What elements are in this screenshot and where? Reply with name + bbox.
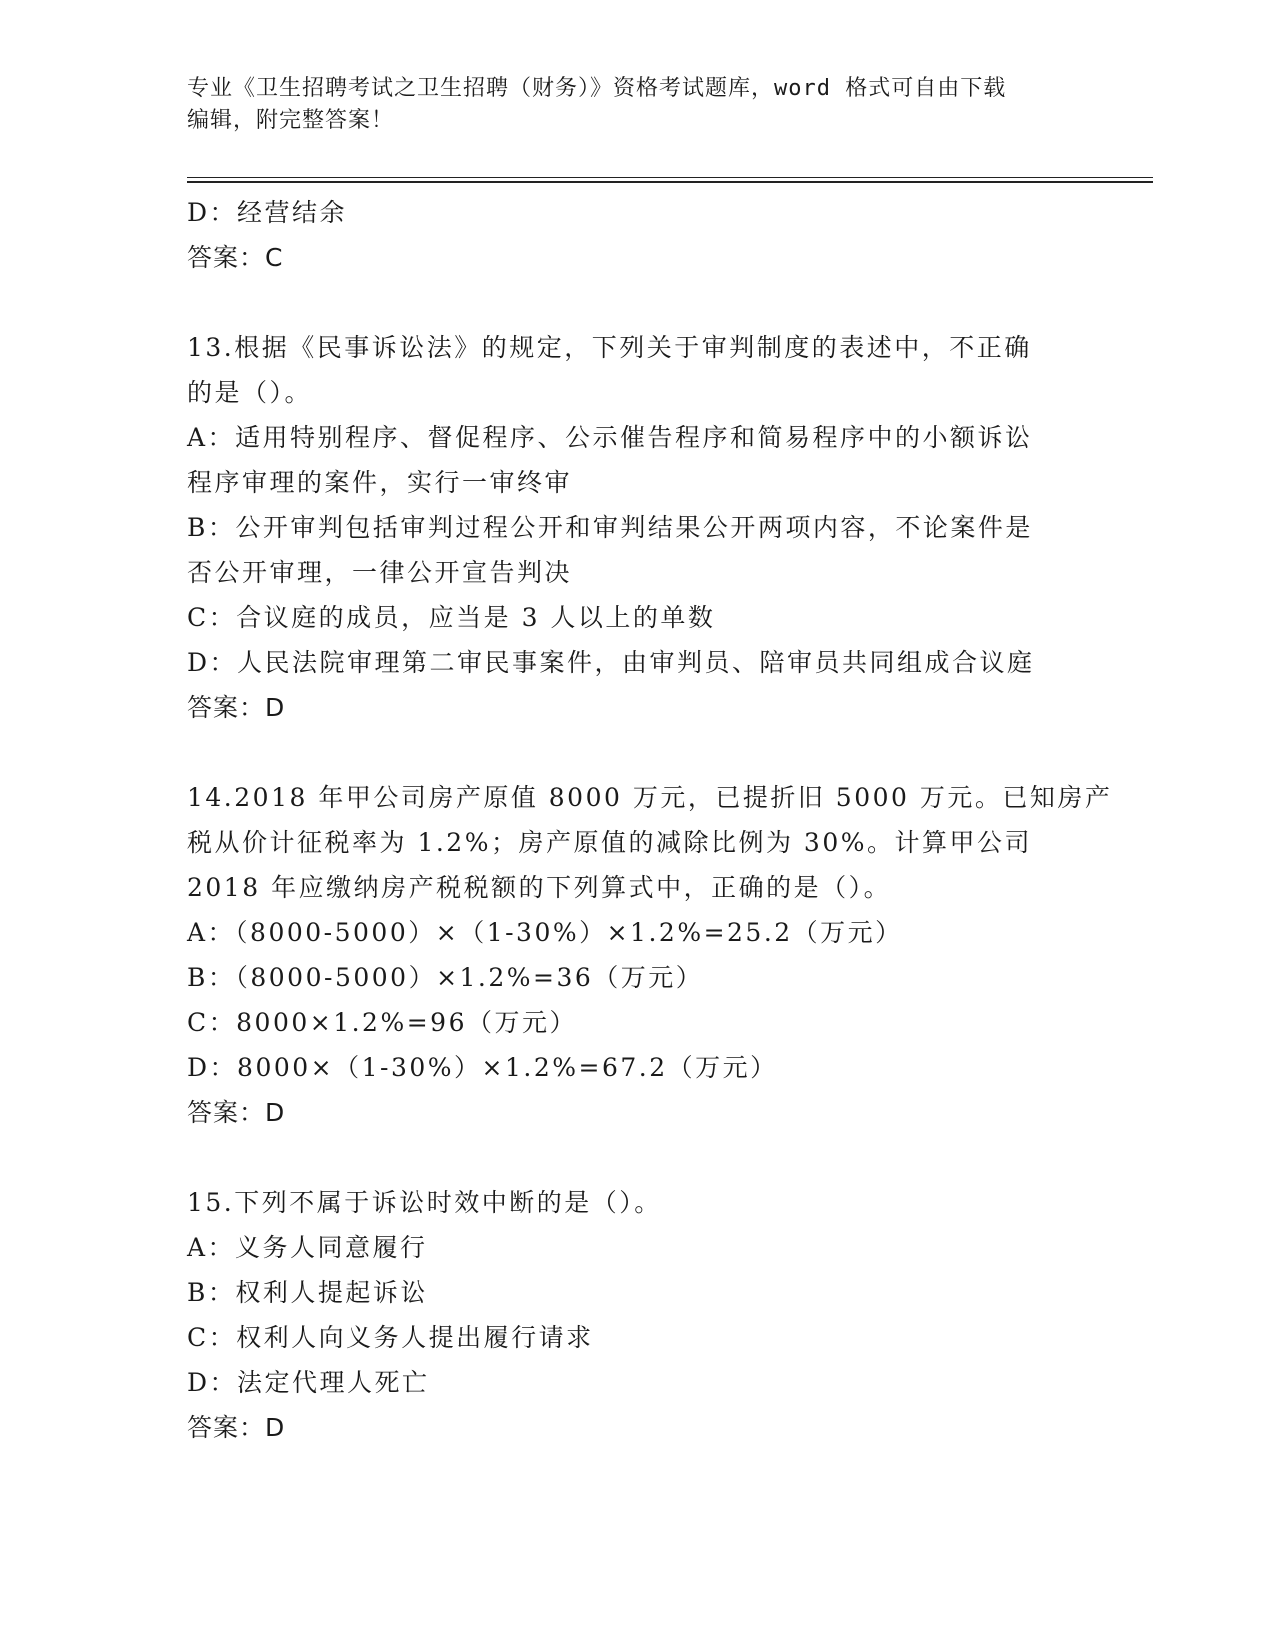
q15-stem: 15.下列不属于诉讼时效中断的是（）。 xyxy=(187,1188,662,1217)
q15-answer: 答案：D xyxy=(187,1413,286,1442)
question-13 xyxy=(187,325,1087,730)
q13-option-c: C：合议庭的成员，应当是 3 人以上的单数 xyxy=(187,603,716,632)
question-15 xyxy=(187,1180,1087,1450)
question-14 xyxy=(187,775,1113,1135)
q14-stem-line-3: 2018 年应缴纳房产税税额的下列算式中，正确的是（）。 xyxy=(187,873,892,902)
q13-option-d: D：人民法院审理第二审民事案件，由审判员、陪审员共同组成合议庭 xyxy=(187,648,1035,677)
header-line-1: 专业《卫生招聘考试之卫生招聘（财务）》资格考试题库，word 格式可自由下载 xyxy=(187,76,1007,101)
prev-option-d: D：经营结余 xyxy=(187,198,348,227)
q13-answer: 答案：D xyxy=(187,693,286,722)
header-divider-thick xyxy=(187,181,1153,183)
q13-option-b-line-2: 否公开审理，一律公开宣告判决 xyxy=(187,558,573,587)
q14-stem-line-1: 14.2018 年甲公司房产原值 8000 万元，已提折旧 5000 万元。已知房产 xyxy=(187,783,1113,812)
q15-option-b: B：权利人提起诉讼 xyxy=(187,1278,428,1307)
header-divider-thin xyxy=(187,177,1153,178)
q13-option-a-line-2: 程序审理的案件，实行一审终审 xyxy=(187,468,573,497)
q14-answer: 答案：D xyxy=(187,1098,286,1127)
prev-answer: 答案：C xyxy=(187,243,284,272)
q15-option-a: A：义务人同意履行 xyxy=(187,1233,428,1262)
q15-option-d: D：法定代理人死亡 xyxy=(187,1368,430,1397)
q13-stem-line-2: 的是（）。 xyxy=(187,378,313,407)
q13-option-a-line-1: A：适用特别程序、督促程序、公示催告程序和简易程序中的小额诉讼 xyxy=(187,423,1033,452)
question-content xyxy=(187,190,1113,1450)
q14-option-a: A：（8000-5000）×（1-30%）×1.2%=25.2（万元） xyxy=(187,918,903,947)
q13-option-b-line-1: B：公开审判包括审判过程公开和审判结果公开两项内容，不论案件是 xyxy=(187,513,1033,542)
document-header xyxy=(187,73,1067,137)
spacer xyxy=(187,730,1087,775)
q14-option-b: B：（8000-5000）×1.2%=36（万元） xyxy=(187,963,704,992)
spacer xyxy=(187,1135,1087,1180)
q14-stem-line-2: 税从价计征税率为 1.2%；房产原值的减除比例为 30%。计算甲公司 xyxy=(187,828,1032,857)
spacer xyxy=(187,280,1087,325)
q13-stem-line-1: 13.根据《民事诉讼法》的规定，下列关于审判制度的表述中，不正确 xyxy=(187,333,1032,362)
q15-option-c: C：权利人向义务人提出履行请求 xyxy=(187,1323,594,1352)
q14-option-c: C：8000×1.2%=96（万元） xyxy=(187,1008,577,1037)
header-line-2: 编辑，附完整答案！ xyxy=(187,108,395,133)
q14-option-d: D：8000×（1-30%）×1.2%=67.2（万元） xyxy=(187,1053,778,1082)
